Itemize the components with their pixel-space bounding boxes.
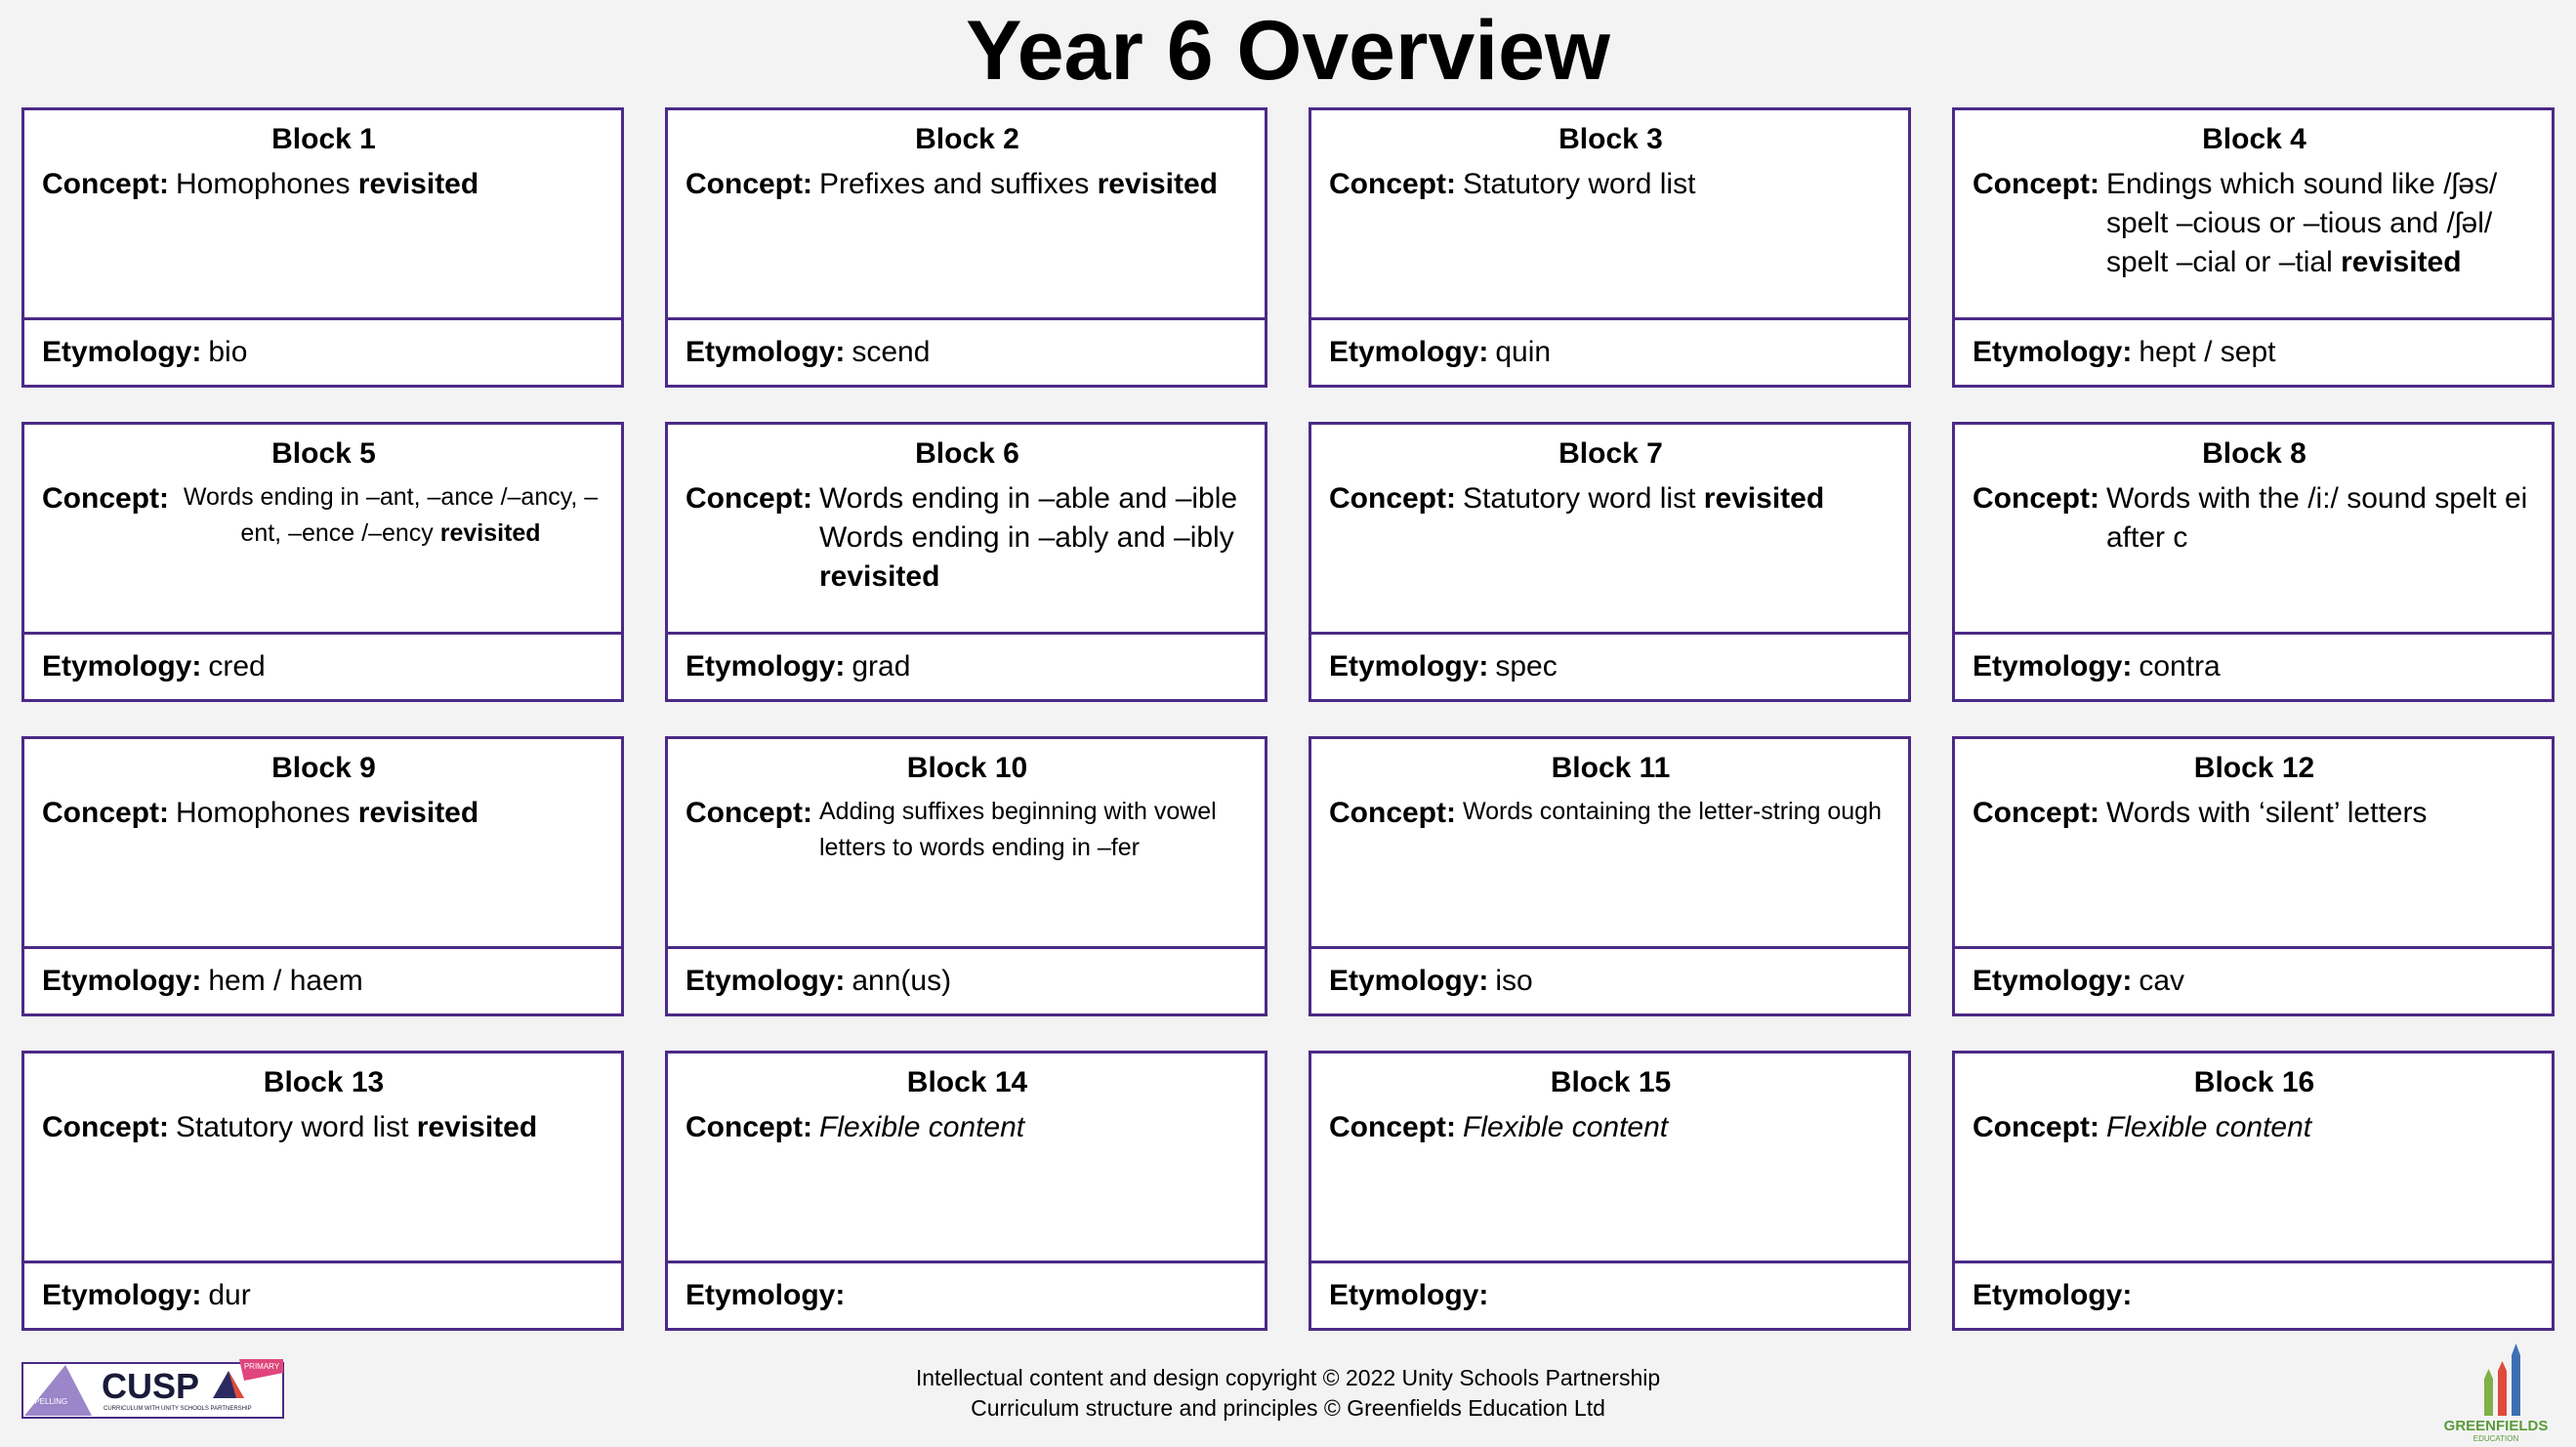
cusp-logo-tag: SPELLING [29, 1397, 68, 1406]
block-concept-section [668, 1054, 1265, 1263]
concept-text [1463, 1108, 1892, 1147]
concept-segment: Words with the /i:/ sound spelt ei after c [2106, 482, 2528, 554]
block-concept-section [1311, 425, 1908, 635]
concept-label: Concept: [42, 168, 169, 200]
concept-label: Concept: [42, 482, 169, 515]
concept-label: Concept: [1973, 482, 2099, 515]
etymology-value: quin [1495, 336, 1552, 368]
concept-segment: revisited [1703, 482, 1825, 515]
block-etymology-section [1955, 1263, 2552, 1328]
block-title: Block 8 [2202, 437, 2306, 470]
block-concept-section [1311, 110, 1908, 320]
block-etymology-section [1311, 320, 1908, 385]
concept-segment: Statutory word list [1463, 168, 1696, 200]
etymology-value: hem / haem [208, 965, 363, 997]
block-card [1952, 1051, 2555, 1331]
etymology-label: Etymology: [1329, 965, 1489, 997]
etymology-value: scend [852, 336, 931, 368]
block-title: Block 16 [2193, 1066, 2315, 1098]
concept-row [686, 1108, 1249, 1147]
concept-row [42, 1108, 605, 1147]
concept-text [819, 794, 1249, 866]
block-card [665, 422, 1267, 702]
concept-text [819, 479, 1249, 597]
block-card [21, 422, 624, 702]
block-card [21, 107, 624, 388]
concept-row [1329, 479, 1892, 518]
concept-segment: revisited [416, 1111, 538, 1143]
concept-segment: Flexible content [2106, 1111, 2312, 1143]
block-concept-section [1955, 425, 2552, 635]
etymology-value: hept / sept [2139, 336, 2276, 368]
concept-segment: Statutory word list [176, 1111, 417, 1143]
concept-text [176, 479, 605, 552]
concept-text [176, 1108, 605, 1147]
concept-segment: Statutory word list [1463, 482, 1704, 515]
block-title: Block 9 [271, 752, 376, 784]
concept-label: Concept: [686, 482, 812, 515]
concept-text [176, 794, 605, 833]
concept-segment: Words containing the letter-string ough [1463, 798, 1882, 825]
concept-row [1329, 794, 1892, 833]
concept-row [1973, 794, 2536, 833]
block-etymology-section [668, 1263, 1265, 1328]
concept-segment: Words ending in –able and –ible Words ending in –ably and –ibly [819, 482, 1238, 554]
etymology-label: Etymology: [1329, 1279, 1489, 1311]
block-title: Block 3 [1558, 123, 1663, 155]
block-concept-section [24, 425, 621, 635]
concept-label: Concept: [686, 1111, 812, 1143]
block-etymology-section [668, 320, 1265, 385]
concept-text [819, 165, 1249, 204]
etymology-value: spec [1495, 650, 1558, 682]
block-card [21, 736, 624, 1016]
page-title: Year 6 Overview [966, 4, 1610, 98]
etymology-label: Etymology: [42, 336, 202, 368]
block-title: Block 1 [271, 123, 376, 155]
concept-segment: Homophones [176, 797, 358, 829]
block-card [1952, 422, 2555, 702]
block-concept-section [1955, 110, 2552, 320]
block-title: Block 7 [1558, 437, 1663, 470]
block-etymology-section [24, 949, 621, 1013]
etymology-value: cred [208, 650, 266, 682]
concept-segment: revisited [1097, 168, 1218, 200]
block-title: Block 10 [906, 752, 1028, 784]
block-title: Block 4 [2202, 123, 2306, 155]
concept-row [1329, 1108, 1892, 1147]
concept-segment: Flexible content [819, 1111, 1025, 1143]
block-etymology-section [1955, 949, 2552, 1013]
block-card [1952, 107, 2555, 388]
block-concept-section [1955, 739, 2552, 949]
blocks-grid [21, 107, 2555, 1331]
block-card [21, 1051, 624, 1331]
concept-segment: Words with ‘silent’ letters [2106, 797, 2428, 829]
concept-text [2106, 479, 2536, 558]
concept-text [2106, 794, 2536, 833]
concept-label: Concept: [42, 1111, 169, 1143]
concept-segment: revisited [819, 560, 940, 593]
block-title: Block 14 [906, 1066, 1028, 1098]
block-concept-section [668, 739, 1265, 949]
etymology-label: Etymology: [1973, 965, 2133, 997]
concept-text [1463, 794, 1892, 833]
concept-segment: Adding suffixes beginning with vowel letters to words ending in –fer [819, 798, 1217, 861]
block-concept-section [24, 739, 621, 949]
etymology-label: Etymology: [42, 1279, 202, 1311]
concept-segment: revisited [357, 168, 479, 200]
block-concept-section [24, 1054, 621, 1263]
concept-label: Concept: [1329, 797, 1456, 829]
etymology-label: Etymology: [686, 1279, 846, 1311]
block-concept-section [1311, 1054, 1908, 1263]
block-etymology-section [1311, 635, 1908, 699]
block-etymology-section [1311, 1263, 1908, 1328]
greenfields-logo [2437, 1336, 2555, 1443]
block-title: Block 13 [263, 1066, 385, 1098]
copyright-line-1: Intellectual content and design copyright © 2022 Unity Schools Partnership [915, 1365, 1661, 1390]
block-card [1309, 107, 1911, 388]
block-card [1309, 422, 1911, 702]
concept-segment: Words ending in –ant, –ance /–ancy, –ent, –ence /–ency [183, 483, 599, 547]
concept-segment: Prefixes and suffixes [819, 168, 1098, 200]
etymology-value: contra [2139, 650, 2221, 682]
etymology-value: grad [852, 650, 911, 682]
concept-label: Concept: [1329, 482, 1456, 515]
etymology-value: iso [1495, 965, 1533, 997]
concept-row [686, 794, 1249, 866]
block-title: Block 11 [1551, 752, 1671, 784]
concept-label: Concept: [686, 797, 812, 829]
block-title: Block 5 [271, 437, 376, 470]
block-title: Block 6 [915, 437, 1019, 470]
concept-segment: Homophones [176, 168, 358, 200]
concept-row [42, 165, 605, 204]
copyright-line-2: Curriculum structure and principles © Greenfields Education Ltd [971, 1395, 1605, 1421]
etymology-label: Etymology: [1973, 336, 2133, 368]
etymology-label: Etymology: [1329, 336, 1489, 368]
block-etymology-section [668, 635, 1265, 699]
etymology-label: Etymology: [686, 336, 846, 368]
block-card [1309, 1051, 1911, 1331]
block-title: Block 15 [1550, 1066, 1672, 1098]
concept-text [176, 165, 605, 204]
concept-segment: Endings which sound like /ʃəs/ spelt –cious or –tious and /ʃəl/ spelt –cial or –tial [2106, 168, 2498, 278]
block-etymology-section [24, 320, 621, 385]
etymology-value: bio [208, 336, 248, 368]
etymology-label: Etymology: [1973, 650, 2133, 682]
concept-row [42, 794, 605, 833]
block-concept-section [1955, 1054, 2552, 1263]
block-etymology-section [1311, 949, 1908, 1013]
concept-text [1463, 165, 1892, 204]
concept-label: Concept: [1973, 168, 2099, 200]
concept-segment: Flexible content [1463, 1111, 1669, 1143]
concept-text [819, 1108, 1249, 1147]
concept-row [1973, 479, 2536, 558]
block-concept-section [1311, 739, 1908, 949]
concept-row [686, 165, 1249, 204]
etymology-label: Etymology: [42, 650, 202, 682]
block-etymology-section [1955, 320, 2552, 385]
greenfields-logo-sub: EDUCATION [2472, 1434, 2519, 1443]
block-etymology-section [1955, 635, 2552, 699]
block-etymology-section [24, 635, 621, 699]
concept-text [2106, 165, 2536, 282]
block-card [1952, 736, 2555, 1016]
block-title: Block 12 [2193, 752, 2315, 784]
block-concept-section [24, 110, 621, 320]
concept-text [2106, 1108, 2536, 1147]
concept-segment: revisited [439, 519, 541, 547]
block-concept-section [668, 110, 1265, 320]
block-concept-section [668, 425, 1265, 635]
block-card [665, 1051, 1267, 1331]
block-card [1309, 736, 1911, 1016]
concept-segment: revisited [2341, 246, 2462, 278]
etymology-label: Etymology: [42, 965, 202, 997]
copyright-notice [0, 1363, 2576, 1424]
etymology-label: Etymology: [686, 965, 846, 997]
concept-label: Concept: [1329, 1111, 1456, 1143]
concept-row [686, 479, 1249, 597]
concept-segment: revisited [357, 797, 479, 829]
block-etymology-section [24, 1263, 621, 1328]
concept-row [42, 479, 605, 552]
concept-label: Concept: [1973, 1111, 2099, 1143]
cusp-logo-sub: CURRICULUM WITH UNITY SCHOOLS PARTNERSHIP [104, 1406, 252, 1412]
etymology-value: dur [208, 1279, 251, 1311]
cusp-logo-text: CUSP [102, 1366, 200, 1406]
etymology-value: cav [2139, 965, 2185, 997]
etymology-label: Etymology: [686, 650, 846, 682]
concept-row [1973, 1108, 2536, 1147]
block-title: Block 2 [915, 123, 1019, 155]
block-card [665, 107, 1267, 388]
block-etymology-section [668, 949, 1265, 1013]
etymology-value: ann(us) [852, 965, 952, 997]
concept-text [1463, 479, 1892, 518]
concept-label: Concept: [1329, 168, 1456, 200]
etymology-label: Etymology: [1329, 650, 1489, 682]
concept-label: Concept: [1973, 797, 2099, 829]
concept-row [1329, 165, 1892, 204]
cusp-logo-badge: PRIMARY [243, 1362, 280, 1371]
concept-label: Concept: [42, 797, 169, 829]
block-card [665, 736, 1267, 1016]
concept-label: Concept: [686, 168, 812, 200]
greenfields-logo-text: GREENFIELDS [2443, 1418, 2549, 1434]
concept-row [1973, 165, 2536, 282]
etymology-label: Etymology: [1973, 1279, 2133, 1311]
